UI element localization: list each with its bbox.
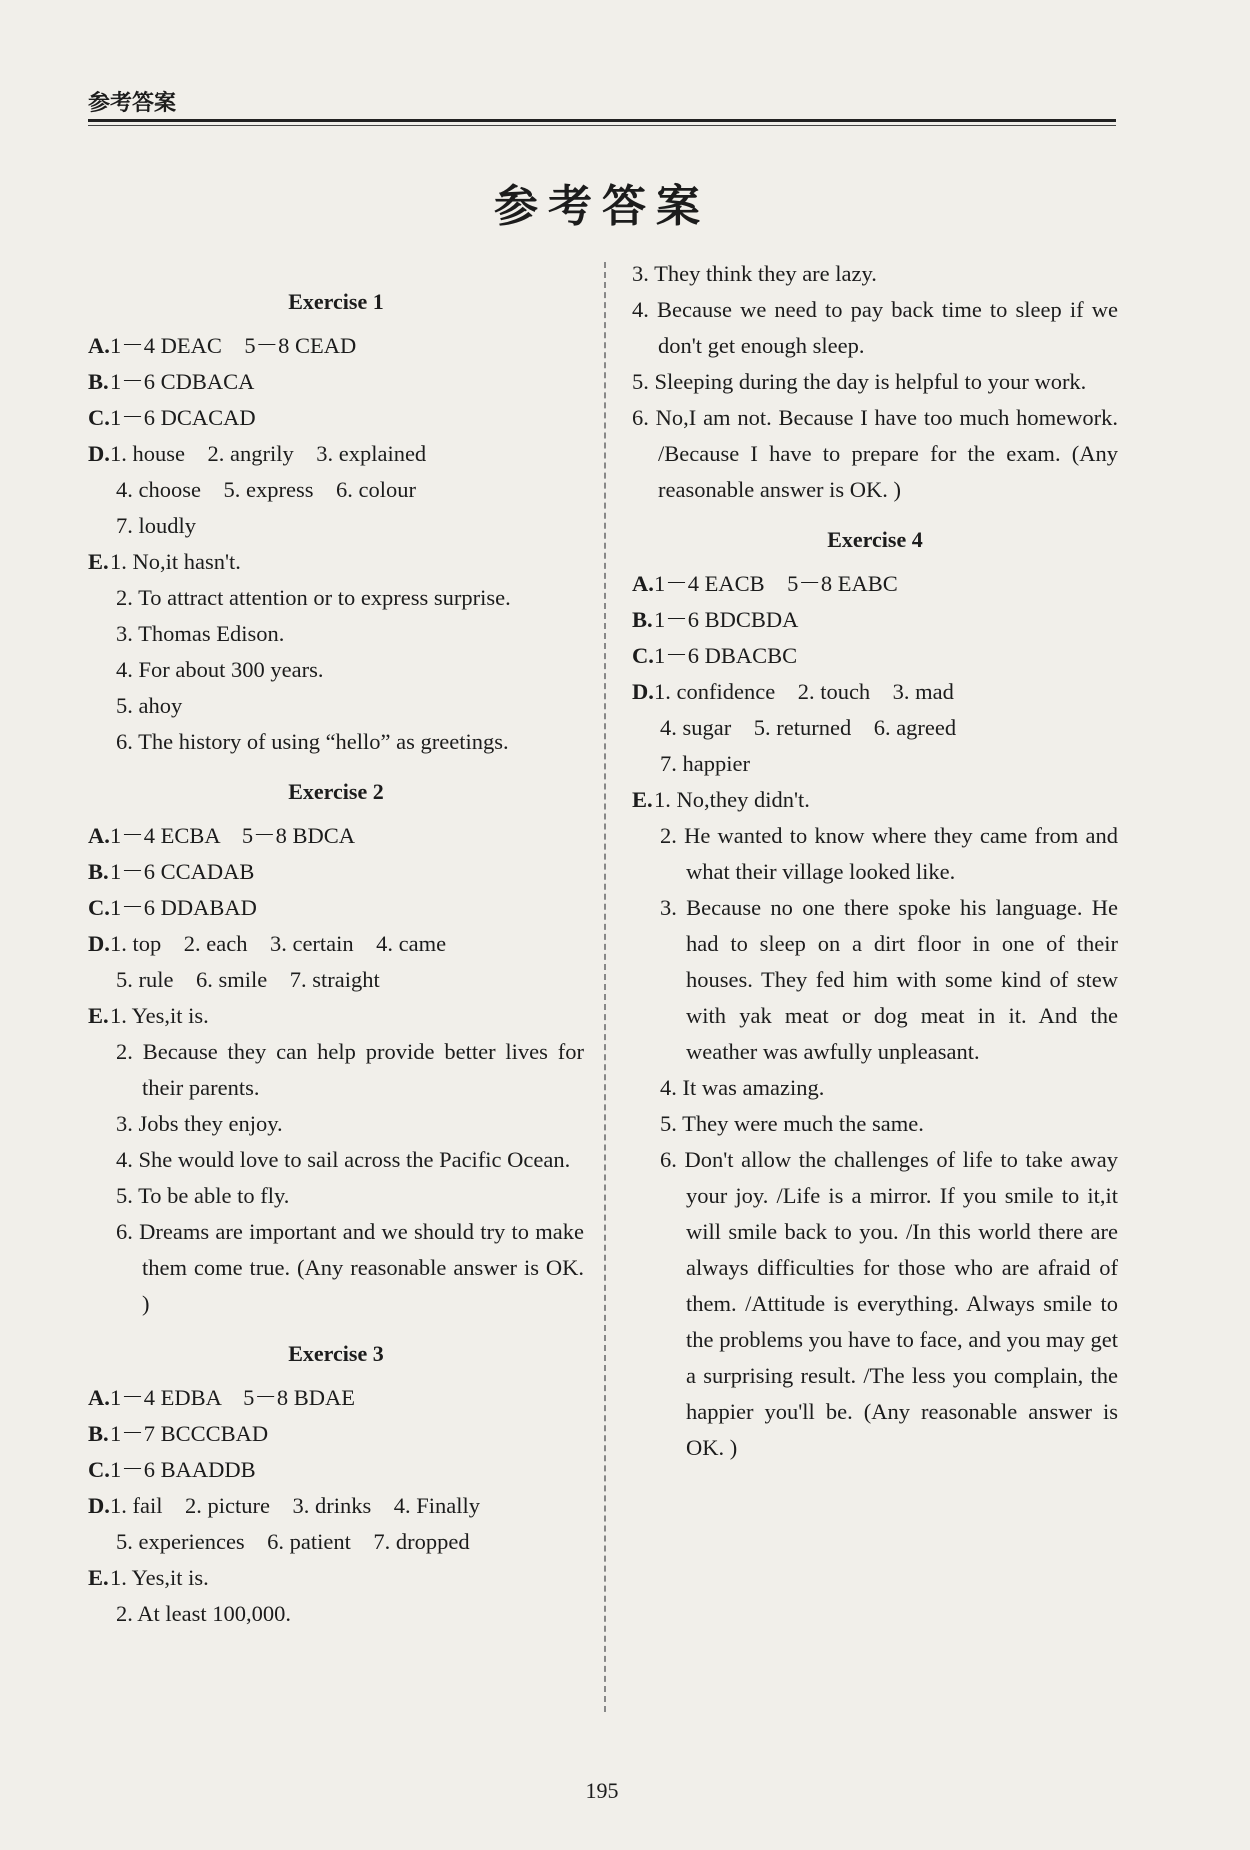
answer-line: 3. Jobs they enjoy. <box>116 1111 283 1136</box>
answer-row: B. 1－6 CCADAB <box>88 859 255 884</box>
answer-row: B. 1－7 BCCCBAD <box>88 1421 269 1446</box>
answer-line: 5. rule 6. smile 7. straight <box>116 967 380 992</box>
answer-row: C. 1－6 DDABAD <box>88 895 257 920</box>
answer-line: 6. Dreams are important and we should try to make them come true. (Any reasonable answer is OK. ) <box>116 1219 584 1316</box>
header-rule <box>88 119 1116 122</box>
answer-line: 3. Because no one there spoke his language. He had to sleep on a dirt floor in one of their houses. They fed him with some kind of stew with yak meat or dog meat in it. And the weather was awfully unpleasant. <box>660 895 1118 1064</box>
answer-row: A. 1－4 DEAC 5－8 CEAD <box>88 333 357 358</box>
running-header: 参考答案 <box>88 91 177 116</box>
header-rule-thin <box>88 125 1116 126</box>
answer-row: C. 1－6 BAADDB <box>88 1457 256 1482</box>
exercise-title: Exercise 3 <box>288 1341 384 1366</box>
answer-line: 5. ahoy <box>116 693 183 718</box>
answer-row: B. 1－6 BDCBDA <box>632 607 799 632</box>
answer-line: 2. To attract attention or to express surprise. <box>116 585 511 610</box>
answer-line: 4. It was amazing. <box>660 1075 825 1100</box>
exercise-title: Exercise 4 <box>827 527 923 552</box>
answer-row: D. 1. fail 2. picture 3. drinks 4. Finally <box>88 1493 480 1518</box>
answer-row: D. 1. top 2. each 3. certain 4. came <box>88 931 447 956</box>
exercise-title: Exercise 2 <box>288 779 384 804</box>
answer-line: 6. Don't allow the challenges of life to take away your joy. /Life is a mirror. If you smile to it,it will smile back to you. /In this world there are always difficulties for those who are afraid of them. /Attitude is everything. Always smile to the problems you have to face, and you may get a surprising result. /The less you complain, the happier you'll be. (Any reasonable answer is OK. ) <box>660 1147 1118 1460</box>
answer-line: 4. She would love to sail across the Pacific Ocean. <box>116 1147 571 1172</box>
answer-line: 5. experiences 6. patient 7. dropped <box>116 1529 470 1554</box>
answer-line: 4. For about 300 years. <box>116 657 324 682</box>
answer-line: 5. They were much the same. <box>660 1111 924 1136</box>
answer-row: A. 1－4 EACB 5－8 EABC <box>632 571 898 596</box>
answer-line: 2. He wanted to know where they came from and what their village looked like. <box>660 823 1118 884</box>
answer-line: 6. No,I am not. Because I have too much homework. /Because I have to prepare for the exam. (Any reasonable answer is OK. ) <box>632 405 1118 502</box>
answer-line: 3. They think they are lazy. <box>632 261 877 286</box>
answer-row: B. 1－6 CDBACA <box>88 369 255 394</box>
answer-line: 2. At least 100,000. <box>116 1601 291 1626</box>
answer-line: 4. sugar 5. returned 6. agreed <box>660 715 957 740</box>
answer-row: E. 1. Yes,it is. <box>88 1003 209 1028</box>
answer-line: 2. Because they can help provide better lives for their parents. <box>116 1039 584 1100</box>
answer-row: E. 1. No,it hasn't. <box>88 549 241 574</box>
answer-line: 6. The history of using “hello” as greetings. <box>116 729 509 754</box>
answer-line: 7. loudly <box>116 513 197 538</box>
exercise-title: Exercise 1 <box>288 289 384 314</box>
answer-line: 5. To be able to fly. <box>116 1183 290 1208</box>
column-divider <box>604 262 606 1712</box>
answer-row: D. 1. house 2. angrily 3. explained <box>88 441 427 466</box>
answer-row: A. 1－4 EDBA 5－8 BDAE <box>88 1385 356 1410</box>
answer-row: E. 1. No,they didn't. <box>632 787 810 812</box>
answer-line: 4. Because we need to pay back time to sleep if we don't get enough sleep. <box>632 297 1118 358</box>
answer-line: 7. happier <box>660 751 750 776</box>
answer-line: 5. Sleeping during the day is helpful to your work. <box>632 369 1087 394</box>
right-column <box>632 256 1118 1466</box>
page-number: 195 <box>585 1778 619 1803</box>
answer-row: A. 1－4 ECBA 5－8 BDCA <box>88 823 356 848</box>
answer-row: D. 1. confidence 2. touch 3. mad <box>632 679 954 704</box>
page-title: 参考答案 <box>494 181 710 232</box>
answer-row: E. 1. Yes,it is. <box>88 1565 209 1590</box>
answer-row: C. 1－6 DCACAD <box>88 405 256 430</box>
left-column <box>88 270 584 1632</box>
answer-row: C. 1－6 DBACBC <box>632 643 798 668</box>
answer-line: 4. choose 5. express 6. colour <box>116 477 416 502</box>
answer-line: 3. Thomas Edison. <box>116 621 285 646</box>
